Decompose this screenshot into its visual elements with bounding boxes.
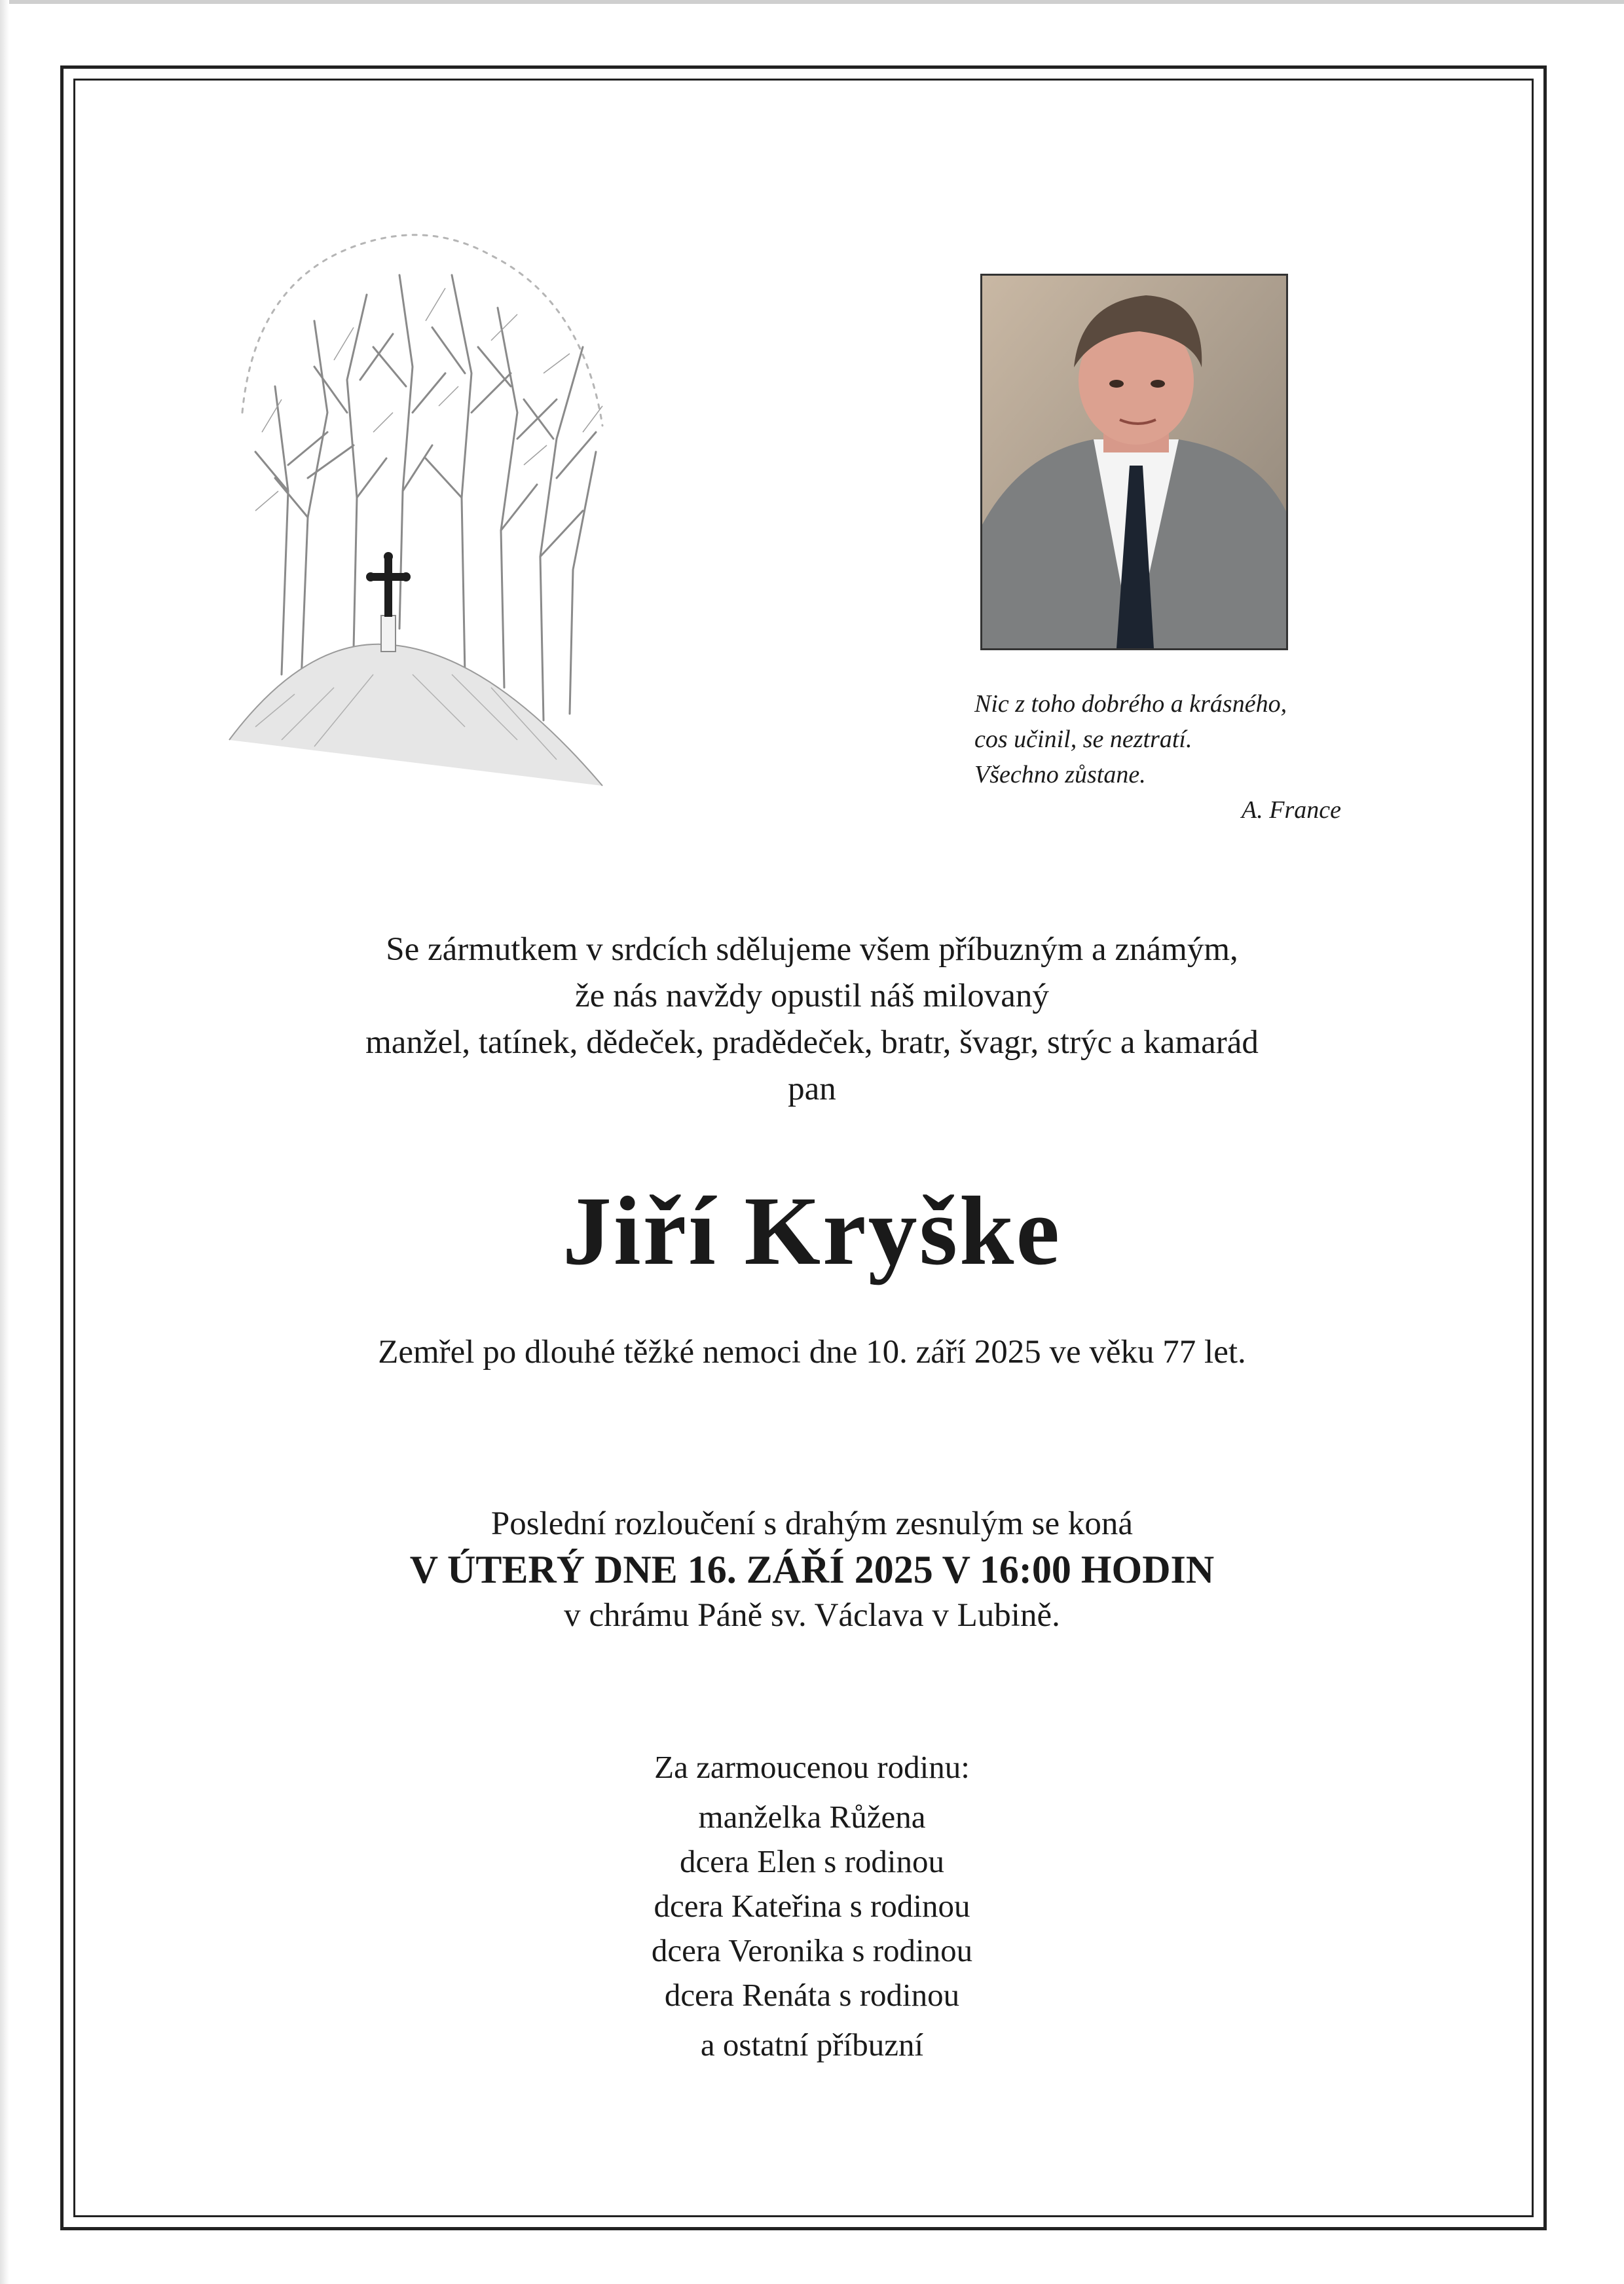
family-member: dcera Kateřina s rodinou	[654, 1888, 970, 1924]
intro-line: že nás navždy opustil náš milovaný	[575, 978, 1049, 1014]
intro-line: pan	[788, 1071, 836, 1107]
quote-line: cos učinil, se neztratí.	[974, 726, 1192, 753]
quote-line: Nic z toho dobrého a krásného,	[974, 690, 1287, 718]
funeral-location: v chrámu Páně sv. Václava v Lubině.	[564, 1597, 1060, 1634]
death-notice: Zemřel po dlouhé těžké nemoci dne 10. září 2025 ve věku 77 let.	[378, 1334, 1246, 1371]
announcement-intro	[118, 927, 1506, 1113]
funeral-info	[118, 1503, 1506, 1636]
intro-line: manžel, tatínek, dědeček, pradědeček, bratr, švagr, strýc a kamarád	[365, 1024, 1259, 1061]
quote-author: A. France	[1242, 796, 1341, 824]
quote-line: Všechno zůstane.	[974, 761, 1146, 788]
quote	[974, 686, 1367, 828]
funeral-intro: Poslední rozloučení s drahým zesnulým se koná	[490, 1505, 1134, 1542]
family-member: dcera Renáta s rodinou	[664, 1977, 960, 2013]
family-heading: Za zarmoucenou rodinu:	[654, 1749, 970, 1785]
family-member: dcera Elen s rodinou	[679, 1843, 945, 1879]
funeral-datetime: V ÚTERÝ DNE 16. ZÁŘÍ 2025 V 16:00 HODIN	[409, 1548, 1215, 1591]
portrait-photo	[980, 274, 1288, 650]
family-member: manželka Růžena	[698, 1799, 926, 1835]
intro-line: Se zármutkem v srdcích sdělujeme všem příbuzným a známým,	[386, 931, 1238, 968]
page-left-edge	[0, 0, 9, 2284]
family-signature	[118, 1745, 1506, 2067]
family-member: dcera Veronika s rodinou	[651, 1932, 973, 1968]
page-top-edge	[0, 0, 1624, 4]
family-closing: a ostatní příbuzní	[700, 2027, 924, 2063]
trees-cross-illustration	[216, 216, 622, 792]
deceased-name: Jiří Kryške	[562, 1177, 1062, 1285]
